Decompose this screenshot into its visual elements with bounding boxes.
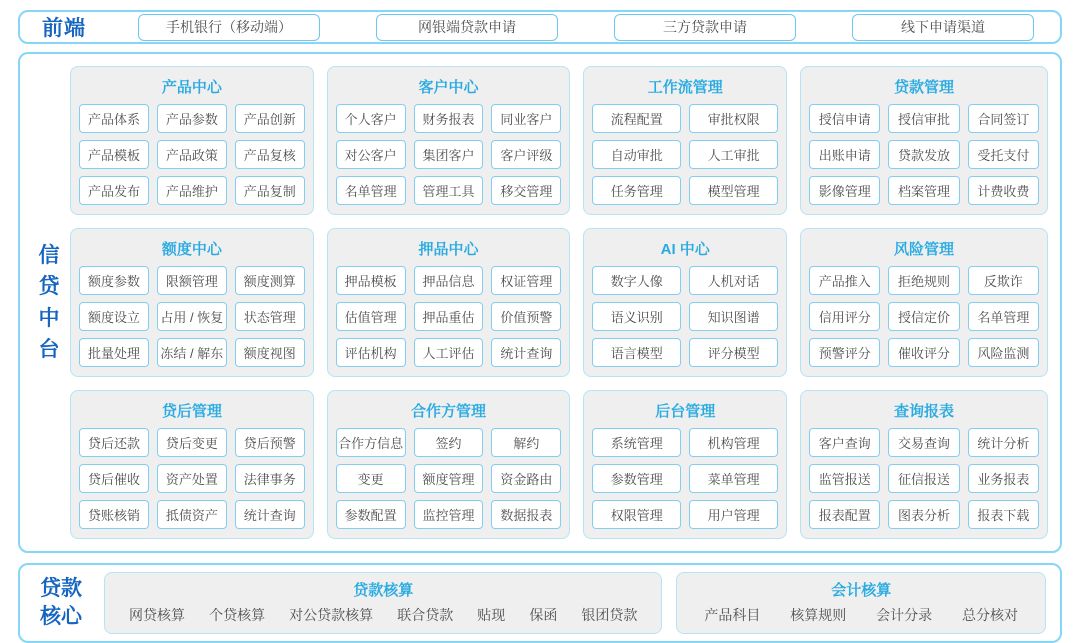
module-item: 产品体系 — [79, 104, 149, 133]
module-item: 自动审批 — [592, 140, 681, 169]
module-item: 贷后预警 — [235, 428, 305, 457]
module-card-title: 额度中心 — [161, 241, 222, 258]
core-section-title: 会计核算 — [831, 582, 892, 599]
module-item: 对公客户 — [336, 140, 406, 169]
module-item: 参数配置 — [336, 500, 406, 529]
module-card-title: 后台管理 — [655, 403, 716, 420]
module-item: 档案管理 — [888, 176, 959, 205]
module-item: 额度测算 — [235, 266, 305, 295]
module-item: 合作方信息 — [336, 428, 406, 457]
module-item: 模型管理 — [689, 176, 778, 205]
core-section-items — [689, 605, 1033, 625]
module-item: 业务报表 — [968, 464, 1039, 493]
module-item: 名单管理 — [968, 302, 1039, 331]
module-card-items — [79, 266, 305, 367]
module-item: 产品政策 — [157, 140, 227, 169]
credit-platform-label-char-0: 信 — [38, 243, 60, 267]
module-item: 监管报送 — [809, 464, 880, 493]
frontend-channel-3: 线下申请渠道 — [852, 14, 1034, 41]
module-item: 移交管理 — [491, 176, 561, 205]
module-card-items — [79, 104, 305, 205]
module-card-8 — [70, 390, 314, 539]
core-section-1 — [676, 572, 1046, 634]
module-card-11 — [800, 390, 1048, 539]
module-item: 客户评级 — [491, 140, 561, 169]
module-item: 催收评分 — [888, 338, 959, 367]
core-item: 贴现 — [477, 607, 506, 623]
module-item: 影像管理 — [809, 176, 880, 205]
module-card-title: 合作方管理 — [411, 403, 487, 420]
core-item: 保函 — [529, 607, 558, 623]
core-item: 银团贷款 — [581, 607, 638, 623]
module-item: 价值预警 — [491, 302, 561, 331]
module-card-items — [336, 266, 562, 367]
module-card-title: AI 中心 — [660, 241, 710, 258]
core-item: 核算规则 — [790, 607, 847, 623]
module-item: 评估机构 — [336, 338, 406, 367]
core-item: 个贷核算 — [209, 607, 266, 623]
module-card-items — [592, 428, 778, 529]
module-card-items — [592, 266, 778, 367]
frontend-channel-2: 三方贷款申请 — [614, 14, 796, 41]
module-item: 产品推入 — [809, 266, 880, 295]
module-item: 报表配置 — [809, 500, 880, 529]
module-item: 授信定价 — [888, 302, 959, 331]
loan-core-sections — [104, 572, 1046, 634]
module-item: 数据报表 — [491, 500, 561, 529]
module-item: 额度参数 — [79, 266, 149, 295]
module-item: 人机对话 — [689, 266, 778, 295]
module-item: 批量处理 — [79, 338, 149, 367]
module-item: 合同签订 — [968, 104, 1039, 133]
module-item: 权限管理 — [592, 500, 681, 529]
module-item: 交易查询 — [888, 428, 959, 457]
module-item: 审批权限 — [689, 104, 778, 133]
module-item: 押品模板 — [336, 266, 406, 295]
frontend-label: 前端 — [42, 17, 86, 40]
module-card-title: 押品中心 — [418, 241, 479, 258]
loan-core-label-line: 贷款 — [40, 576, 82, 600]
module-item: 征信报送 — [888, 464, 959, 493]
module-item: 统计分析 — [968, 428, 1039, 457]
credit-platform-band — [18, 52, 1062, 553]
module-item: 额度管理 — [414, 464, 484, 493]
module-item: 法律事务 — [235, 464, 305, 493]
module-item: 语义识别 — [592, 302, 681, 331]
module-card-title: 贷后管理 — [161, 403, 222, 420]
module-card-items — [592, 104, 778, 205]
module-card-0 — [70, 66, 314, 215]
module-card-9 — [327, 390, 571, 539]
module-item: 管理工具 — [414, 176, 484, 205]
core-section-0 — [104, 572, 662, 634]
module-card-3 — [800, 66, 1048, 215]
module-item: 同业客户 — [491, 104, 561, 133]
core-section-items — [117, 605, 649, 625]
module-item: 个人客户 — [336, 104, 406, 133]
credit-platform-label — [28, 66, 70, 539]
module-item: 押品重估 — [414, 302, 484, 331]
module-item: 额度设立 — [79, 302, 149, 331]
module-item: 估值管理 — [336, 302, 406, 331]
module-card-6 — [583, 228, 787, 377]
module-item: 贷后变更 — [157, 428, 227, 457]
module-item: 贷后还款 — [79, 428, 149, 457]
module-item: 产品发布 — [79, 176, 149, 205]
frontend-channel-list — [138, 14, 1034, 41]
core-section-title: 贷款核算 — [353, 582, 414, 599]
module-item: 产品维护 — [157, 176, 227, 205]
module-item: 参数管理 — [592, 464, 681, 493]
module-card-grid — [70, 66, 1048, 539]
module-item: 统计查询 — [491, 338, 561, 367]
module-card-title: 查询报表 — [894, 403, 955, 420]
module-item: 风险监测 — [968, 338, 1039, 367]
module-item: 图表分析 — [888, 500, 959, 529]
frontend-channel-0: 手机银行（移动端） — [138, 14, 320, 41]
module-card-2 — [583, 66, 787, 215]
module-item: 用户管理 — [689, 500, 778, 529]
module-item: 贷账核销 — [79, 500, 149, 529]
module-card-items — [336, 428, 562, 529]
module-card-5 — [327, 228, 571, 377]
module-item: 授信申请 — [809, 104, 880, 133]
module-item: 资金路由 — [491, 464, 561, 493]
module-item: 权证管理 — [491, 266, 561, 295]
module-item: 人工审批 — [689, 140, 778, 169]
module-item: 菜单管理 — [689, 464, 778, 493]
frontend-channel-1: 网银端贷款申请 — [376, 14, 558, 41]
module-item: 出账申请 — [809, 140, 880, 169]
module-item: 押品信息 — [414, 266, 484, 295]
core-item: 联合贷款 — [397, 607, 454, 623]
module-item: 签约 — [414, 428, 484, 457]
module-card-items — [809, 428, 1039, 529]
module-item: 冻结 / 解东 — [157, 338, 227, 367]
module-item: 机构管理 — [689, 428, 778, 457]
module-item: 财务报表 — [414, 104, 484, 133]
module-item: 流程配置 — [592, 104, 681, 133]
core-item: 会计分录 — [876, 607, 933, 623]
module-item: 状态管理 — [235, 302, 305, 331]
module-item: 信用评分 — [809, 302, 880, 331]
module-item: 授信审批 — [888, 104, 959, 133]
module-item: 受托支付 — [968, 140, 1039, 169]
module-card-items — [336, 104, 562, 205]
credit-platform-label-char-3: 台 — [38, 338, 60, 361]
module-item: 集团客户 — [414, 140, 484, 169]
module-card-1 — [327, 66, 571, 215]
module-item: 报表下载 — [968, 500, 1039, 529]
module-item: 限额管理 — [157, 266, 227, 295]
core-item: 对公贷款核算 — [289, 607, 374, 623]
module-card-title: 工作流管理 — [647, 79, 723, 96]
module-item: 贷款发放 — [888, 140, 959, 169]
core-item: 产品科目 — [704, 607, 761, 623]
module-card-title: 贷款管理 — [894, 79, 955, 96]
module-card-title: 客户中心 — [418, 79, 479, 96]
module-item: 预警评分 — [809, 338, 880, 367]
module-item: 反欺诈 — [968, 266, 1039, 295]
frontend-band — [18, 10, 1062, 44]
module-item: 评分模型 — [689, 338, 778, 367]
module-item: 监控管理 — [414, 500, 484, 529]
module-item: 知识图谱 — [689, 302, 778, 331]
module-item: 产品复制 — [235, 176, 305, 205]
module-item: 产品复核 — [235, 140, 305, 169]
core-item: 网贷核算 — [129, 607, 186, 623]
module-card-4 — [70, 228, 314, 377]
credit-platform-label-char-1: 贷 — [38, 275, 60, 298]
module-card-items — [79, 428, 305, 529]
module-item: 产品创新 — [235, 104, 305, 133]
loan-core-band — [18, 563, 1062, 643]
module-item: 占用 / 恢复 — [157, 302, 227, 331]
module-item: 数字人像 — [592, 266, 681, 295]
credit-platform-label-char-2: 中 — [38, 306, 60, 330]
module-card-title: 风险管理 — [894, 241, 955, 258]
core-item: 总分核对 — [962, 607, 1019, 623]
module-item: 解约 — [491, 428, 561, 457]
module-item: 额度视图 — [235, 338, 305, 367]
module-item: 产品参数 — [157, 104, 227, 133]
module-item: 产品模板 — [79, 140, 149, 169]
module-item: 变更 — [336, 464, 406, 493]
module-item: 贷后催收 — [79, 464, 149, 493]
module-item: 统计查询 — [235, 500, 305, 529]
module-item: 系统管理 — [592, 428, 681, 457]
loan-core-label-line: 核心 — [40, 605, 82, 628]
module-item: 任务管理 — [592, 176, 681, 205]
module-item: 人工评估 — [414, 338, 484, 367]
module-item: 语言模型 — [592, 338, 681, 367]
module-item: 客户查询 — [809, 428, 880, 457]
module-item: 抵债资产 — [157, 500, 227, 529]
module-card-10 — [583, 390, 787, 539]
module-item: 拒绝规则 — [888, 266, 959, 295]
module-item: 计费收费 — [968, 176, 1039, 205]
module-card-items — [809, 104, 1039, 205]
module-card-title: 产品中心 — [161, 79, 222, 96]
module-item: 资产处置 — [157, 464, 227, 493]
loan-core-label — [40, 575, 82, 632]
module-item: 名单管理 — [336, 176, 406, 205]
module-card-items — [809, 266, 1039, 367]
module-card-7 — [800, 228, 1048, 377]
